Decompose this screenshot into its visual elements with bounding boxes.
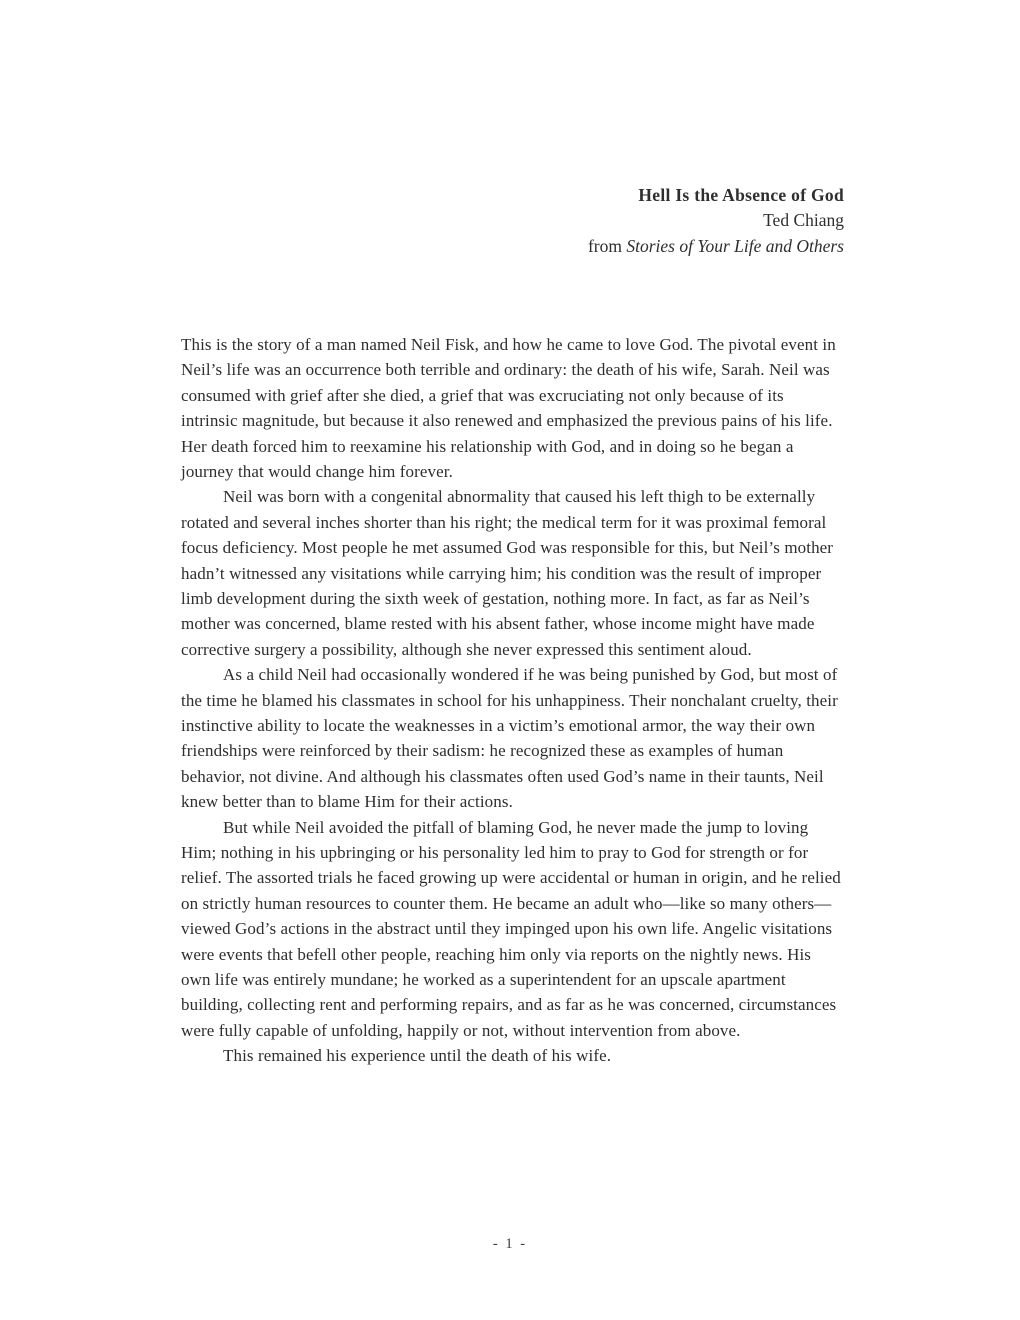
attribution-line <box>181 234 844 259</box>
page-footer <box>0 1236 1020 1253</box>
paragraph: This remained his experience until the death of his wife. <box>223 1046 612 1066</box>
author-name: Ted Chiang <box>763 210 844 231</box>
paragraph: As a child Neil had occasionally wondered if he was being punished by God, but most of the time he blamed his classmates in school for his unhappiness. Their nonchalant cruelty, their instinctive ability to locate the weaknesses in a victim’s emotional armor, the way their own friendships were reinforced by their sadism: he recognized these as examples of human behavior, not divine. And although his classmates often used God’s name in their taunts, Neil knew better than to blame Him for their actions. <box>181 665 838 812</box>
page-number: - 1 - <box>492 1236 528 1252</box>
story-title: Hell Is the Absence of God <box>638 185 844 205</box>
story-body <box>181 332 844 1069</box>
paragraph: Neil was born with a congenital abnormality that caused his left thigh to be externally rotated and several inches shorter than his right; the medical term for it was proximal femoral focus deficiency. Most people he met assumed God was responsible for this, but Neil’s mother hadn’t witnessed any visitations while carrying him; his condition was the result of improper limb development during the sixth week of gestation, nothing more. In fact, as far as Neil’s mother was concerned, blame rested with his absent father, whose income might have made corrective surgery a possibility, although she never expressed this sentiment aloud. <box>181 487 834 659</box>
paragraph: This is the story of a man named Neil Fisk, and how he came to love God. The pivotal event in Neil’s life was an occurrence both terrible and ordinary: the death of his wife, Sarah. Neil was consumed with grief after she died, a grief that was excruciating not only because of its intrinsic magnitude, but because it also renewed and emphasized the previous pains of his life. Her death forced him to reexamine his relationship with God, and in doing so he began a journey that would change him forever. <box>181 334 836 481</box>
text-column <box>181 183 844 1069</box>
attribution-work-title: Stories of Your Life and Others <box>626 235 844 256</box>
paragraph: But while Neil avoided the pitfall of blaming God, he never made the jump to loving Him; nothing in his upbringing or his personality led him to pray to God for strength or for relief. The assorted trials he faced growing up were accidental or human in origin, and he relied on strictly human resources to counter them. He became an adult who—like so many others—viewed God’s actions in the abstract until they impinged upon his own life. Angelic visitations were events that befell other people, reaching him only via reports on the nightly news. His own life was entirely mundane; he worked as a superintendent for an upscale apartment building, collecting rent and performing repairs, and as far as he was concerned, circumstances were fully capable of unfolding, happily or not, without intervention from above. <box>181 817 841 1040</box>
title-block <box>181 183 844 259</box>
attribution-prefix: from <box>587 235 627 256</box>
